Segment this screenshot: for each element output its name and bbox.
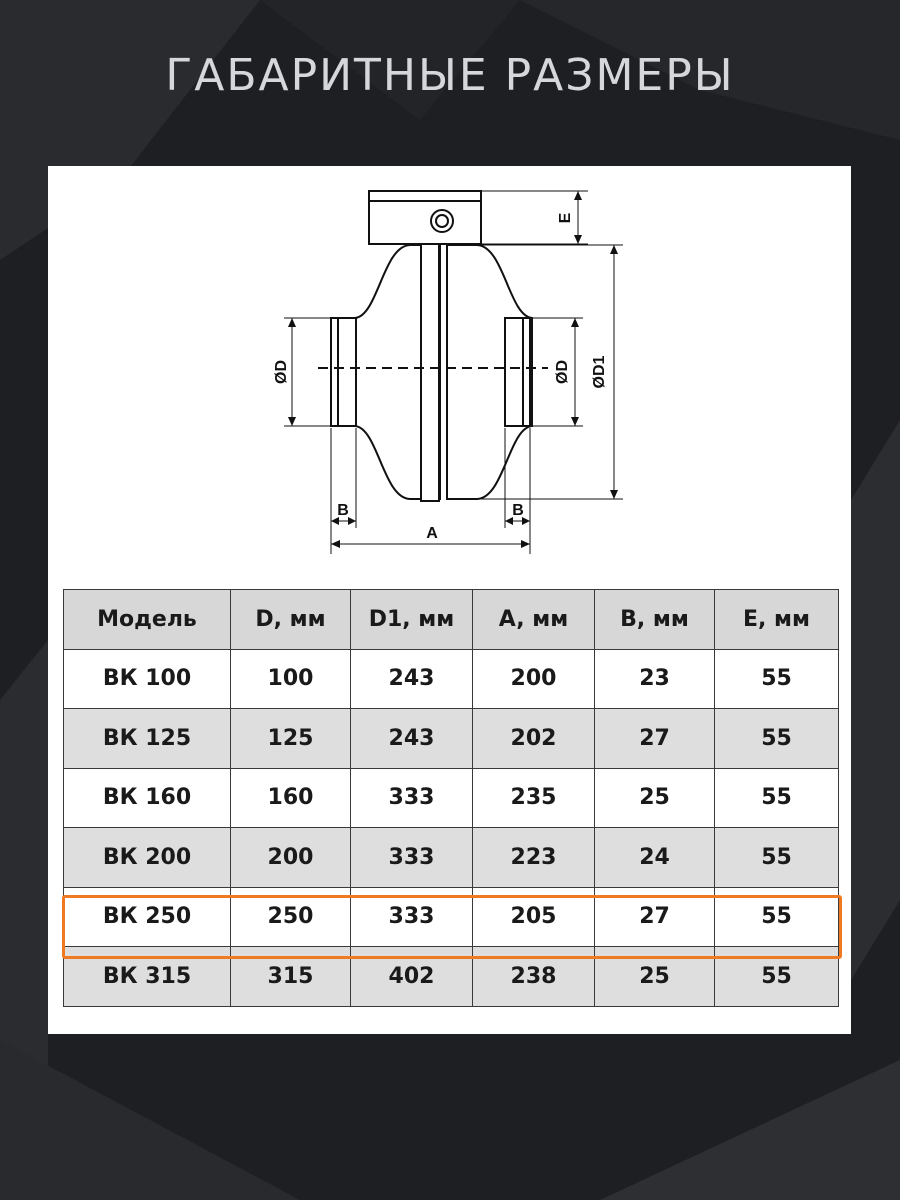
- cell-e: 55: [715, 947, 839, 1007]
- label-d-left: ØD: [273, 360, 290, 384]
- label-a: A: [426, 525, 438, 542]
- cell-b: 25: [595, 768, 715, 828]
- cell-model: ВК 250: [64, 887, 231, 947]
- cell-a: 238: [473, 947, 595, 1007]
- cell-b: 27: [595, 709, 715, 769]
- cell-b: 24: [595, 828, 715, 888]
- cell-d1: 402: [351, 947, 473, 1007]
- cell-d: 200: [231, 828, 351, 888]
- table-row: [64, 768, 839, 828]
- cell-a: 200: [473, 649, 595, 709]
- cell-a: 202: [473, 709, 595, 769]
- cell-model: ВК 160: [64, 768, 231, 828]
- cell-model: ВК 125: [64, 709, 231, 769]
- cell-a: 205: [473, 887, 595, 947]
- header-model: Модель: [64, 590, 231, 650]
- label-d-right: ØD: [554, 360, 571, 384]
- table-row: [64, 947, 839, 1007]
- table-row: [64, 709, 839, 769]
- fan-dimension-drawing: [48, 166, 851, 586]
- table-row-highlighted: [64, 887, 839, 947]
- table-row: [64, 649, 839, 709]
- cell-d: 315: [231, 947, 351, 1007]
- cell-d1: 333: [351, 768, 473, 828]
- cell-a: 223: [473, 828, 595, 888]
- label-b-left: B: [337, 502, 349, 519]
- cell-d1: 333: [351, 828, 473, 888]
- header-b: B, мм: [595, 590, 715, 650]
- cell-b: 27: [595, 887, 715, 947]
- label-b-right: B: [512, 502, 524, 519]
- cell-e: 55: [715, 709, 839, 769]
- cell-d1: 243: [351, 649, 473, 709]
- cell-model: ВК 100: [64, 649, 231, 709]
- label-e: E: [557, 212, 574, 224]
- cell-b: 25: [595, 947, 715, 1007]
- cell-d: 160: [231, 768, 351, 828]
- label-d1: ØD1: [591, 355, 608, 389]
- header-d: D, мм: [231, 590, 351, 650]
- header-a: A, мм: [473, 590, 595, 650]
- cell-model: ВК 200: [64, 828, 231, 888]
- cell-d: 125: [231, 709, 351, 769]
- header-e: E, мм: [715, 590, 839, 650]
- table-row: [64, 828, 839, 888]
- cell-e: 55: [715, 887, 839, 947]
- cell-d: 250: [231, 887, 351, 947]
- content-panel: [48, 166, 851, 1034]
- table-header-row: [64, 590, 839, 650]
- cell-e: 55: [715, 768, 839, 828]
- cell-d1: 243: [351, 709, 473, 769]
- dimensions-table: [63, 589, 839, 1007]
- right-collar: [505, 318, 530, 426]
- cell-e: 55: [715, 649, 839, 709]
- center-rib: [421, 244, 439, 501]
- page-title: ГАБАРИТНЫЕ РАЗМЕРЫ: [165, 50, 735, 101]
- cell-d: 100: [231, 649, 351, 709]
- cell-d1: 333: [351, 887, 473, 947]
- left-collar: [331, 318, 356, 426]
- header-d1: D1, мм: [351, 590, 473, 650]
- cell-model: ВК 315: [64, 947, 231, 1007]
- cell-b: 23: [595, 649, 715, 709]
- cell-e: 55: [715, 828, 839, 888]
- cell-a: 235: [473, 768, 595, 828]
